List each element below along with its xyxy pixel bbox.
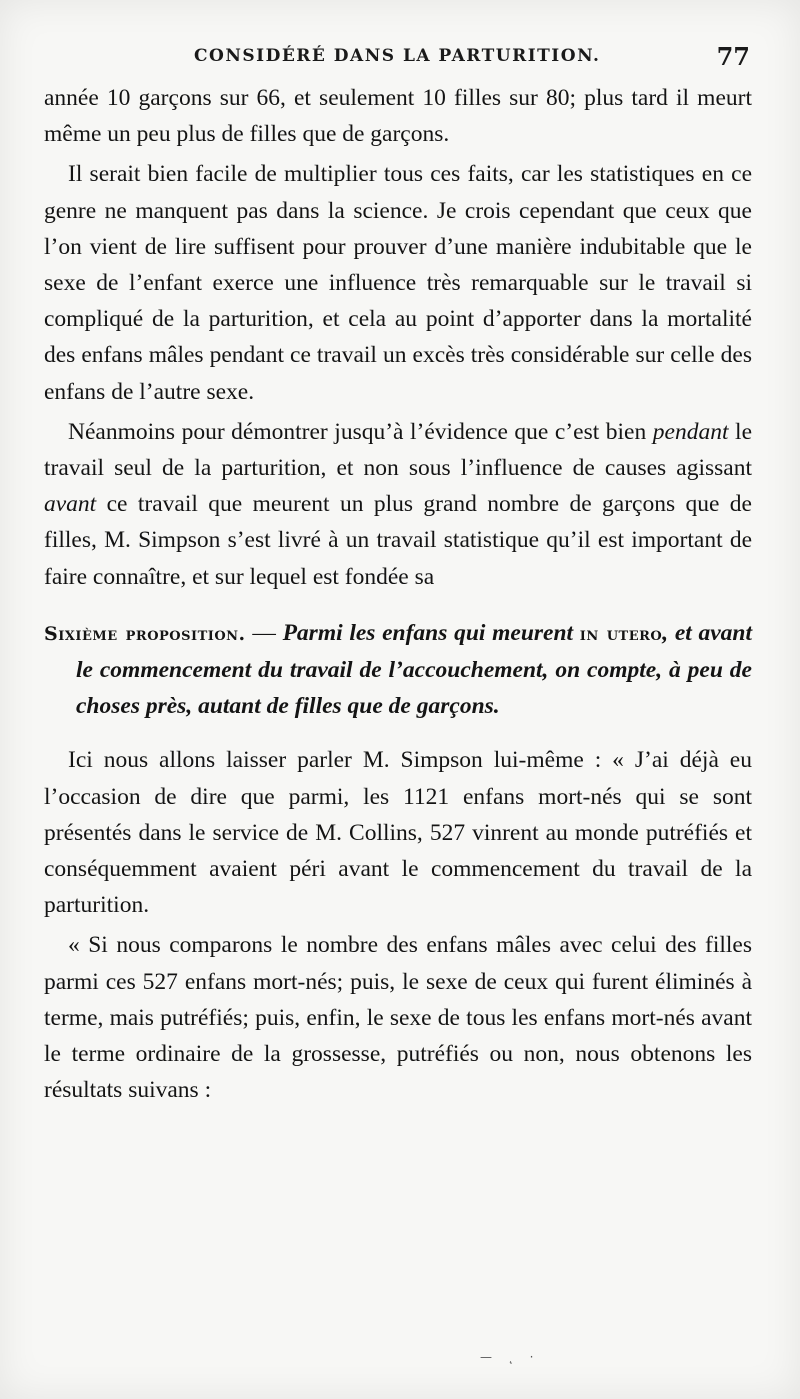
paragraph (44, 414, 752, 595)
proposition-text: , et avant le commencement du travail de l’accouchement, on compte, à peu de choses près, autant de filles que de garçons. (76, 619, 752, 720)
italic-emphasis: pendant (652, 418, 729, 445)
paragraph: Il serait bien facile de multiplier tous ces faits, car les statistiques en ce genre ne manquent pas dans la science. Je crois cependant que ceux que l’on vient de lire suffisent pour prouver d’une manière indubitable que le sexe de l’enfant exerce une influence très remarquable sur le travail si compliqué de la parturition, et cela au point d’apporter dans la mortalité des enfans mâles pendant ce travail un excès très considérable sur celle des enfans de l’autre sexe. (44, 161, 752, 405)
proposition-text: Parmi les enfans qui meurent (282, 619, 580, 646)
paragraph: Ici nous allons laisser parler M. Simpson lui-même : « J’ai déjà eu l’occasion de dire que parmi, les 1121 enfans mort-nés qui se sont présentés dans le service de M. Collins, 527 vinrent au monde putréfiés et conséquemment avaient péri avant le commencement du travail de la parturition. (44, 747, 752, 919)
italic-emphasis: avant (44, 491, 97, 518)
running-head: CONSIDÉRÉ DANS LA PARTURITION. (194, 46, 601, 66)
proposition-label: Sixième proposition. (44, 622, 246, 645)
page-body (44, 80, 752, 1108)
paragraph-text: le travail seul de la parturition, et non sous l’influence de causes agissant (44, 418, 752, 482)
proposition-latin-term: in utero (579, 622, 663, 645)
paragraph-text: ce travail que meurent un plus grand nombre de garçons que de filles, M. Simpson s’est livré à un travail statistique qu’il est important de faire connaître, et sur lequel est fondée sa (44, 491, 752, 590)
proposition-block (44, 615, 752, 725)
paragraph-quote: « Si nous comparons le nombre des enfans mâles avec celui des filles parmi ces 527 enfans mort-nés; puis, le sexe de ceux qui furent éliminés à terme, mais putréfiés; puis, enfin, le sexe de tous les enfans mort-nés avant le terme ordinaire de la grossesse, putréfiés ou non, nous obtenons les résultats suivans : (44, 932, 752, 1104)
paragraph-continuation: année 10 garçons sur 66, et seulement 10 filles sur 80; plus tard il meurt même un peu plus de filles que de garçons. (44, 85, 752, 148)
page-header (44, 42, 756, 72)
paragraph-text: Néanmoins pour démontrer jusqu’à l’évidence que c’est bien (68, 418, 653, 445)
proposition-dash: — (245, 619, 283, 646)
page-number: 77 (716, 42, 750, 71)
printer-mark: — ˛ · (480, 1350, 540, 1364)
